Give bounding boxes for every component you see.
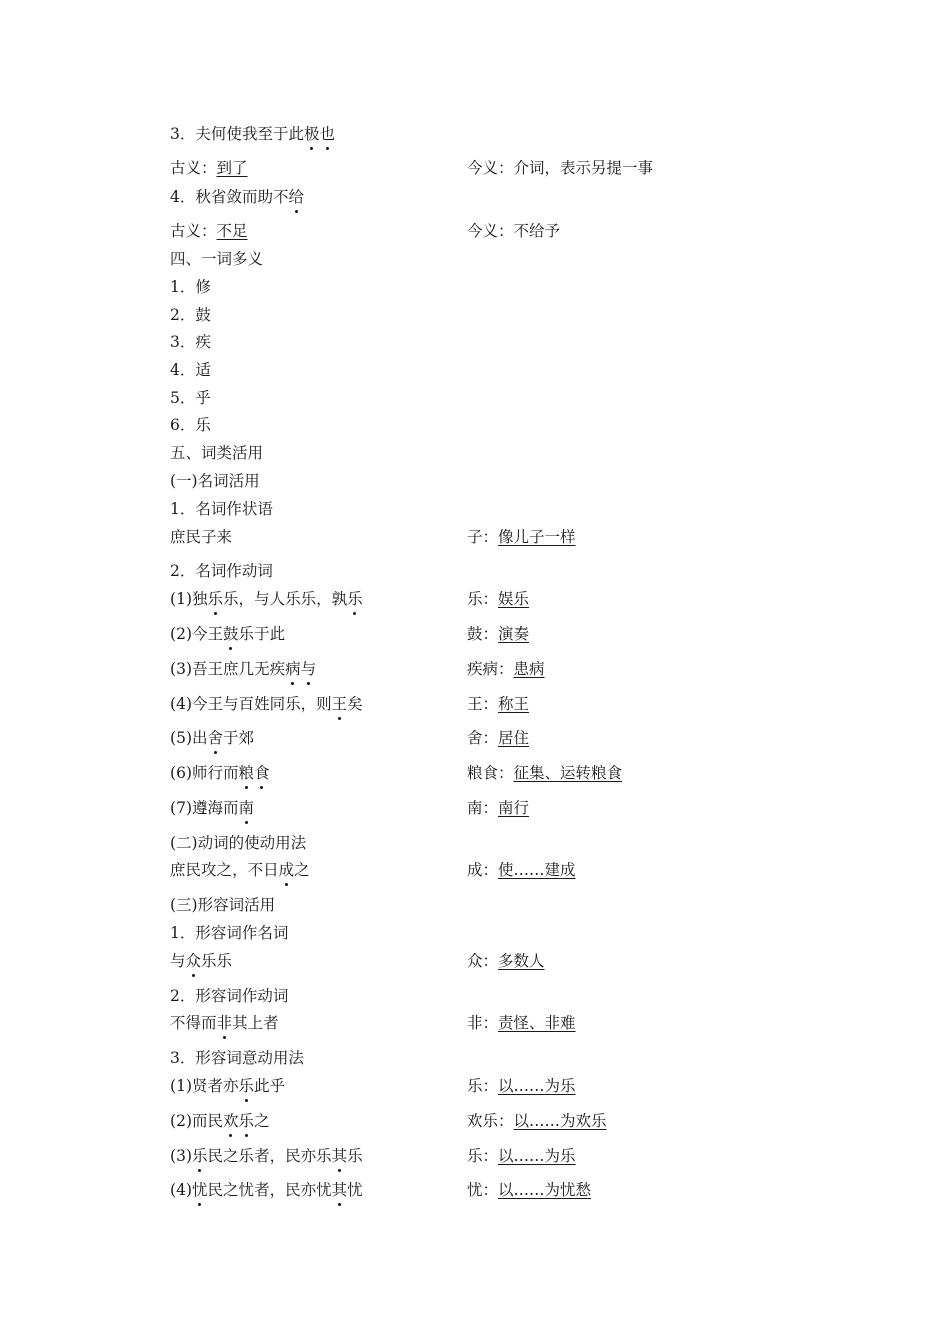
example-sentence: 与众乐乐 — [170, 952, 233, 970]
subsection-heading: 2．名词作动词 — [170, 562, 273, 580]
emphasis-dot: 粮 — [238, 764, 255, 782]
modern-meaning: 今义：不给予 — [467, 222, 561, 240]
subsection-heading: 1．形容词作名词 — [170, 924, 289, 942]
emphasis-dot: 舍 — [207, 729, 224, 747]
word-meaning — [467, 694, 529, 714]
meaning-value: 像儿子一样 — [498, 528, 576, 546]
usage-row — [170, 1013, 890, 1035]
word-label: 乐： — [467, 590, 499, 608]
word-meaning — [467, 589, 529, 609]
word-meaning — [467, 1180, 591, 1200]
emphasis-dot: 其 — [331, 1147, 348, 1165]
word-label: 王： — [467, 695, 499, 713]
meaning-value: 以……为乐 — [498, 1077, 576, 1095]
meaning-value: 居住 — [498, 729, 530, 747]
word-label: 舍： — [467, 729, 499, 747]
example-sentence: (7)遵海而南 — [170, 799, 255, 817]
word-meaning — [467, 1111, 607, 1131]
subsection-title: (二)动词的使动用法 — [170, 834, 307, 852]
subsection-heading: 3．形容词意动用法 — [170, 1049, 304, 1067]
polysemy-item: 5．乎 — [170, 389, 211, 407]
word-label: 成： — [467, 861, 499, 879]
meaning-value: 患病 — [513, 660, 545, 678]
meaning-value: 演奏 — [498, 625, 530, 643]
word-label: 疾病： — [467, 660, 514, 678]
emphasis-dot: 乐 — [207, 590, 224, 608]
usage-row — [170, 1076, 890, 1098]
polysemy-item: 1．修 — [170, 278, 211, 296]
meaning-value: 以……为忧愁 — [498, 1181, 592, 1199]
emphasis-dot: 乐 — [238, 1077, 255, 1095]
emphasis-dot: 与 — [300, 660, 317, 678]
example-sentence: (4)忧民之忧者，民亦忧其忧 — [170, 1181, 363, 1199]
usage-row — [170, 763, 890, 785]
emphasis-dot: 南 — [238, 799, 255, 817]
item3-meaning-row — [170, 158, 890, 180]
word-meaning — [467, 1013, 576, 1033]
word-label: 鼓： — [467, 625, 499, 643]
usage-row — [170, 527, 890, 549]
word-meaning — [467, 1146, 576, 1166]
usage-row — [170, 694, 890, 716]
emphasis-dot: 也 — [319, 125, 336, 143]
emphasis-dot: 王 — [331, 695, 348, 713]
example-sentence: (3)吾王庶几无疾病与 — [170, 660, 317, 678]
emphasis-dot: 成 — [278, 861, 295, 879]
example-sentence: (2)而民欢乐之 — [170, 1112, 270, 1130]
meaning-value: 使……建成 — [498, 861, 576, 879]
polysemy-item: 4．适 — [170, 361, 211, 379]
word-meaning — [467, 659, 545, 679]
usage-row — [170, 1146, 890, 1168]
word-label: 南： — [467, 799, 499, 817]
meaning-value: 以……为乐 — [498, 1147, 576, 1165]
usage-row — [170, 798, 890, 820]
meaning-value: 娱乐 — [498, 590, 530, 608]
emphasis-dot: 众 — [185, 952, 202, 970]
ancient-value: 不足 — [216, 222, 248, 240]
usage-row — [170, 1111, 890, 1133]
word-label: 忧： — [467, 1181, 499, 1199]
word-meaning — [467, 763, 622, 783]
emphasis-dot: 非 — [216, 1014, 233, 1032]
emphasis-dot: 乐 — [347, 590, 363, 608]
ancient-label: 古义： — [170, 222, 217, 240]
example-sentence: (3)乐民之乐者，民亦乐其乐 — [170, 1147, 363, 1165]
section5-title: 五、词类活用 — [170, 444, 264, 462]
ancient-meaning — [170, 221, 248, 241]
example-sentence: 庶民攻之，不日成之 — [170, 861, 310, 879]
usage-row — [170, 728, 890, 750]
emphasis-dot: 给 — [288, 188, 304, 206]
ancient-label: 古义： — [170, 159, 217, 177]
item4-meaning-row — [170, 221, 890, 243]
usage-row — [170, 659, 890, 681]
word-meaning — [467, 728, 529, 748]
ancient-meaning — [170, 158, 248, 178]
usage-row — [170, 624, 890, 646]
emphasis-dot: 其 — [331, 1181, 348, 1199]
subsection-title: (三)形容词活用 — [170, 896, 276, 914]
example-sentence: (4)今王与百姓同乐，则王矣 — [170, 695, 363, 713]
modern-meaning: 今义：介词，表示另提一事 — [467, 159, 654, 177]
word-meaning — [467, 798, 529, 818]
emphasis-dot: 乐 — [238, 1112, 255, 1130]
meaning-value: 征集、运转粮食 — [513, 764, 623, 782]
word-label: 众： — [467, 952, 499, 970]
section4-title: 四、一词多义 — [170, 250, 264, 268]
word-label: 欢乐： — [467, 1112, 514, 1130]
emphasis-dot: 乐 — [192, 1147, 208, 1165]
word-meaning — [467, 860, 576, 880]
ancient-value: 到了 — [216, 159, 248, 177]
word-label: 乐： — [467, 1077, 499, 1095]
example-sentence: (6)师行而粮食 — [170, 764, 270, 782]
usage-row — [170, 589, 890, 611]
emphasis-dot: 欢 — [223, 1112, 239, 1130]
meaning-value: 多数人 — [498, 952, 545, 970]
emphasis-dot: 忧 — [192, 1181, 208, 1199]
word-meaning — [467, 1076, 576, 1096]
word-label: 非： — [467, 1014, 499, 1032]
word-label: 粮食： — [467, 764, 514, 782]
usage-row — [170, 951, 890, 973]
example-sentence: (2)今王鼓乐于此 — [170, 625, 286, 643]
usage-row — [170, 860, 890, 882]
example-sentence: 不得而非其上者 — [170, 1014, 279, 1032]
meaning-value: 南行 — [498, 799, 530, 817]
word-label: 乐： — [467, 1147, 499, 1165]
polysemy-item: 6．乐 — [170, 416, 211, 434]
polysemy-item: 3．疾 — [170, 333, 211, 351]
meaning-value: 责怪、非难 — [498, 1014, 576, 1032]
word-label: 子： — [467, 528, 499, 546]
meaning-value: 称王 — [498, 695, 530, 713]
usage-row — [170, 1180, 890, 1202]
word-meaning — [467, 951, 545, 971]
emphasis-dot: 食 — [254, 764, 270, 782]
example-sentence: 庶民子来 — [170, 528, 233, 546]
subsection-heading: 1．名词作状语 — [170, 500, 273, 518]
subsection-heading: 2．形容词作动词 — [170, 987, 289, 1005]
example-sentence: (1)贤者亦乐此乎 — [170, 1077, 286, 1095]
emphasis-dot: 病 — [285, 660, 301, 678]
item3-heading: 3．夫何使我至于此极也 — [170, 125, 336, 143]
word-meaning — [467, 527, 576, 547]
item4-heading: 4．秋省敛而助不给 — [170, 188, 304, 206]
emphasis-dot: 极 — [304, 125, 320, 143]
subsection-title: (一)名词活用 — [170, 472, 260, 490]
example-sentence: (1)独乐乐，与人乐乐，孰乐 — [170, 590, 363, 608]
example-sentence: (5)出舍于郊 — [170, 729, 255, 747]
word-meaning — [467, 624, 529, 644]
polysemy-item: 2．鼓 — [170, 306, 211, 324]
emphasis-dot: 鼓 — [223, 625, 239, 643]
meaning-value: 以……为欢乐 — [513, 1112, 607, 1130]
